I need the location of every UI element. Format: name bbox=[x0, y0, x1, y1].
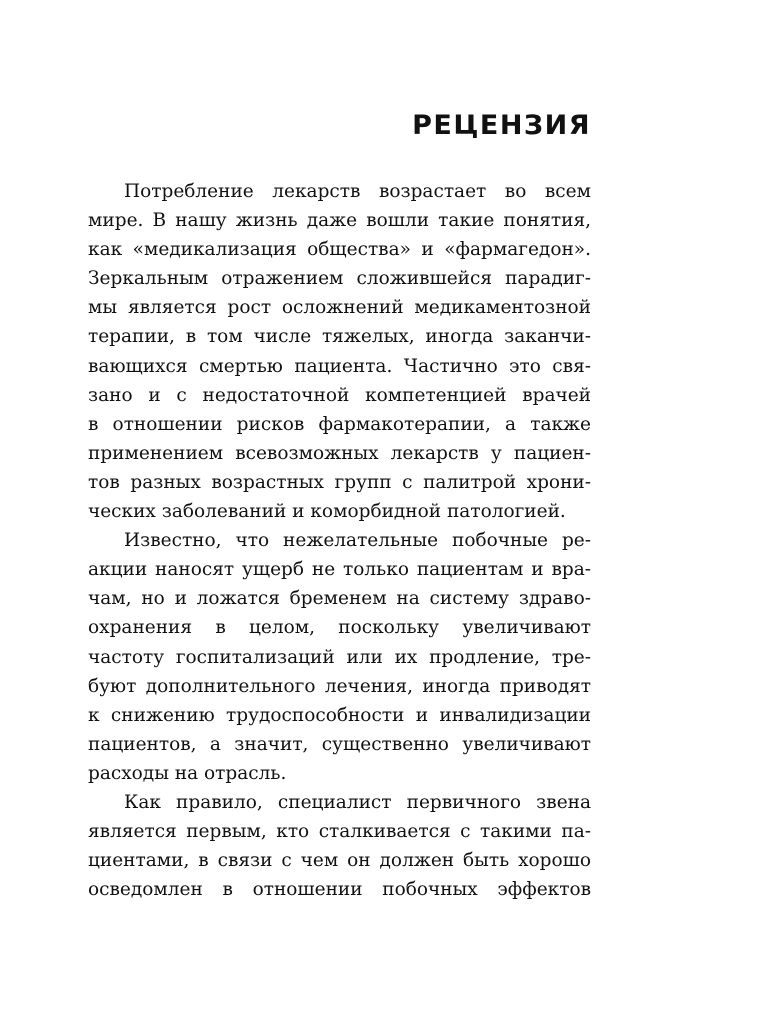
text-line: охранения в целом, поскольку увеличивают bbox=[88, 617, 591, 639]
text-line: акции наносят ущерб не только пациентам и вра- bbox=[88, 559, 591, 581]
text-line: как «медикализация общества» и «фармагедон». bbox=[88, 239, 591, 261]
text-line: Известно, что нежелательные побочные ре- bbox=[124, 530, 591, 552]
text-line: тов разных возрастных групп с палитрой хрони- bbox=[88, 471, 591, 493]
text-line: ческих заболеваний и коморбидной патологией. bbox=[88, 501, 566, 523]
book-page bbox=[88, 0, 591, 1034]
text-line: зано и с недостаточной компетенцией врачей bbox=[88, 384, 591, 406]
text-line: в отношении рисков фармакотерапии, а также bbox=[88, 413, 591, 435]
text-line: осведомлен в отношении побочных эффектов bbox=[88, 879, 591, 901]
text-line: мире. В нашу жизнь даже вошли такие понятия, bbox=[88, 210, 591, 232]
text-line: Как правило, специалист первичного звена bbox=[124, 791, 591, 813]
text-line: терапии, в том числе тяжелых, иногда заканчи- bbox=[88, 326, 591, 348]
paragraph-2 bbox=[88, 526, 591, 788]
text-line: буют дополнительного лечения, иногда приводят bbox=[88, 675, 591, 697]
text-line: мы является рост осложнений медикаментозной bbox=[88, 297, 591, 319]
text-line: расходы на отрасль. bbox=[88, 762, 287, 784]
text-line: вающихся смертью пациента. Частично это свя- bbox=[88, 355, 591, 377]
body-text bbox=[88, 177, 591, 904]
text-line: чам, но и ложатся бременем на систему здраво- bbox=[88, 588, 591, 610]
text-line: Зеркальным отражением сложившейся парадиг- bbox=[88, 268, 591, 290]
text-line: применением всевозможных лекарств у пациен- bbox=[88, 442, 591, 464]
text-line: циентами, в связи с чем он должен быть хорошо bbox=[88, 850, 591, 872]
text-line: к снижению трудоспособности и инвалидизации bbox=[88, 704, 591, 726]
text-line: частоту госпитализаций или их продление, тре- bbox=[88, 646, 591, 668]
text-line: является первым, кто сталкивается с такими па- bbox=[88, 821, 591, 843]
text-line: пациентов, а значит, существенно увеличивают bbox=[88, 733, 591, 755]
page-title: РЕЦЕНЗИЯ bbox=[412, 110, 591, 141]
paragraph-1 bbox=[88, 177, 591, 526]
paragraph-3 bbox=[88, 788, 591, 904]
text-line: Потребление лекарств возрастает во всем bbox=[124, 181, 591, 202]
